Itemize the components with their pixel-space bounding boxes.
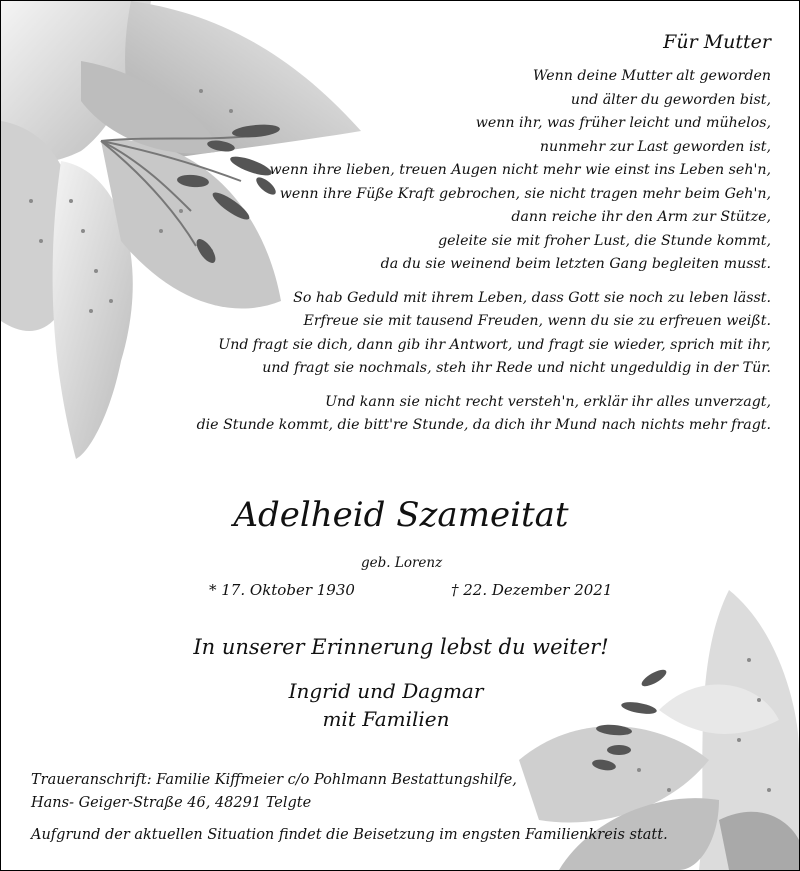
burial-notice: Aufgrund der aktuellen Situation findet die Beisetzung im engsten Familienkreis statt. bbox=[31, 827, 668, 843]
signer-line: mit Familien bbox=[322, 707, 450, 731]
poem-line: Und kann sie nicht recht versteh'n, erklär ihr alles unverzagt, bbox=[325, 393, 771, 410]
poem-line: geleite sie mit froher Lust, die Stunde kommt, bbox=[438, 232, 771, 249]
poem-line: wenn ihr, was früher leicht und mühelos, bbox=[475, 115, 771, 131]
poem bbox=[171, 65, 771, 448]
poem-line: Wenn deine Mutter alt geworden bbox=[532, 68, 771, 84]
deceased-name-text: Adelheid Szameitat bbox=[233, 495, 569, 535]
poem-line: So hab Geduld mit ihrem Leben, dass Gott sie noch zu leben lässt. bbox=[293, 289, 771, 306]
death-date: † 22. Dezember 2021 bbox=[451, 581, 613, 599]
poem-line: und älter du geworden bist, bbox=[570, 91, 771, 108]
poem-line: und fragt sie nochmals, steh ihr Rede und nicht ungeduldig in der Tür. bbox=[262, 360, 771, 376]
poem-line: Und fragt sie dich, dann gib ihr Antwort, und fragt sie wieder, sprich mit ihr, bbox=[218, 336, 771, 353]
poem-stanza bbox=[171, 287, 771, 381]
birth-name: geb. Lorenz bbox=[361, 555, 443, 571]
poem-stanza bbox=[171, 391, 771, 438]
poem-line: Erfreue sie mit tausend Freuden, wenn du sie zu erfreuen weißt. bbox=[303, 313, 771, 329]
address-line: Traueranschrift: Familie Kiffmeier c/o Pohlmann Bestattungshilfe, bbox=[31, 772, 517, 788]
memory-line: In unserer Erinnerung lebst du weiter! bbox=[193, 635, 609, 659]
signers bbox=[1, 677, 771, 733]
deceased-name bbox=[1, 495, 800, 535]
poem-line: wenn ihre lieben, treuen Augen nicht mehr wie einst ins Leben seh'n, bbox=[269, 162, 771, 178]
poem-line: da du sie weinend beim letzten Gang begleiten musst. bbox=[380, 256, 771, 272]
birth-date: * 17. Oktober 1930 bbox=[209, 581, 355, 599]
poem-line: die Stunde kommt, die bitt're Stunde, da dich ihr Mund nach nichts mehr fragt. bbox=[196, 417, 771, 433]
poem-title: Für Mutter bbox=[663, 31, 771, 53]
signer-line: Ingrid und Dagmar bbox=[288, 679, 484, 703]
poem-line: nunmehr zur Last geworden ist, bbox=[539, 138, 771, 155]
poem-stanza bbox=[171, 65, 771, 277]
mourning-address bbox=[31, 769, 517, 815]
poem-line: wenn ihre Füße Kraft gebrochen, sie nicht tragen mehr beim Geh'n, bbox=[279, 185, 771, 202]
poem-line: dann reiche ihr den Arm zur Stütze, bbox=[511, 209, 771, 225]
address-line: Hans- Geiger-Straße 46, 48291 Telgte bbox=[31, 795, 312, 811]
